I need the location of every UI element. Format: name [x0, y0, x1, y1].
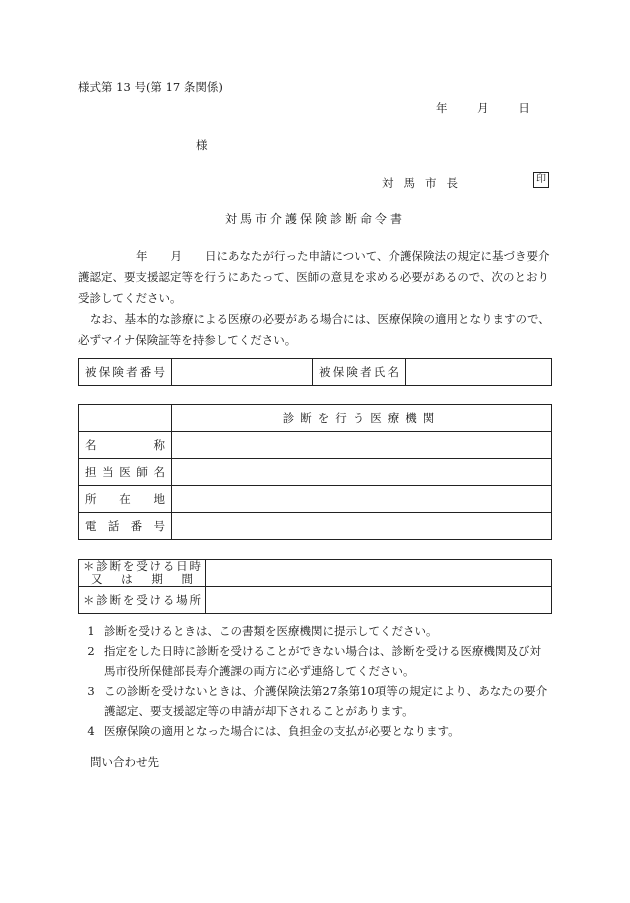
institution-name-label: 名称	[79, 432, 172, 459]
inquiry-label: 問い合わせ先	[90, 755, 159, 769]
body-paragraph-1: 年 月 日にあなたが行った申請について、介護保険法の規定に基づき要介護認定、要支援認定等を行うにあたって、医師の意見を求める必要があるので、次のとおり受診してください。	[78, 249, 550, 305]
doctor-name-label: 担当医師名	[79, 459, 172, 486]
institution-name-field[interactable]	[172, 432, 552, 459]
phone-field[interactable]	[172, 513, 552, 540]
exam-datetime-field[interactable]	[206, 560, 552, 587]
body-paragraph-2: なお、基本的な診療による医療の必要がある場合には、医療保険の適用となりますので、必ずマイナ保険証等を持参してください。	[78, 312, 550, 347]
note-item: 2 指定をした日時に診断を受けることができない場合は、診断を受ける医療機関及び対馬市役所保健部長寿介護課の両方に必ず連絡してください。	[87, 644, 541, 678]
date-month: 月	[477, 101, 489, 115]
insured-name-field[interactable]	[406, 359, 552, 386]
note-item: 4 医療保険の適用となった場合には、負担金の支払が必要となります。	[87, 724, 460, 738]
doctor-name-field[interactable]	[172, 459, 552, 486]
address-label: 所在地	[79, 486, 172, 513]
insured-name-label: 被保険者氏名	[313, 359, 406, 386]
date-day: 日	[518, 101, 530, 115]
phone-label: 電話番号	[79, 513, 172, 540]
exam-table	[78, 559, 552, 614]
date-line	[436, 100, 530, 116]
seal-mark: 印	[533, 172, 549, 188]
note-item: 3 この診断を受けないときは、介護保険法第27条第10項等の規定により、あなたの要介護認定、要支援認定等の申請が却下されることがあります。	[87, 684, 548, 718]
sender-name: 対馬市長	[382, 176, 468, 190]
insured-table	[78, 358, 552, 386]
institution-header-blank	[79, 405, 172, 432]
addressee-suffix: 様	[196, 138, 208, 152]
address-field[interactable]	[172, 486, 552, 513]
insured-number-label: 被保険者番号	[79, 359, 172, 386]
document-title: 対馬市介護保険診断命令書	[224, 212, 405, 226]
exam-datetime-label: ＊診断を受ける日時 又は期間	[79, 560, 206, 587]
exam-place-field[interactable]	[206, 587, 552, 614]
institution-table	[78, 404, 552, 540]
date-year: 年	[436, 101, 448, 115]
note-item: 1 診断を受けるときは、この書類を医療機関に提示してください。	[87, 624, 438, 638]
institution-header: 診断を行う医療機関	[172, 405, 552, 432]
insured-number-field[interactable]	[172, 359, 313, 386]
form-number: 様式第 13 号(第 17 条関係)	[78, 80, 223, 94]
body-text	[78, 246, 552, 351]
exam-place-label: ＊診断を受ける場所	[79, 587, 206, 614]
notes-list	[78, 621, 552, 741]
